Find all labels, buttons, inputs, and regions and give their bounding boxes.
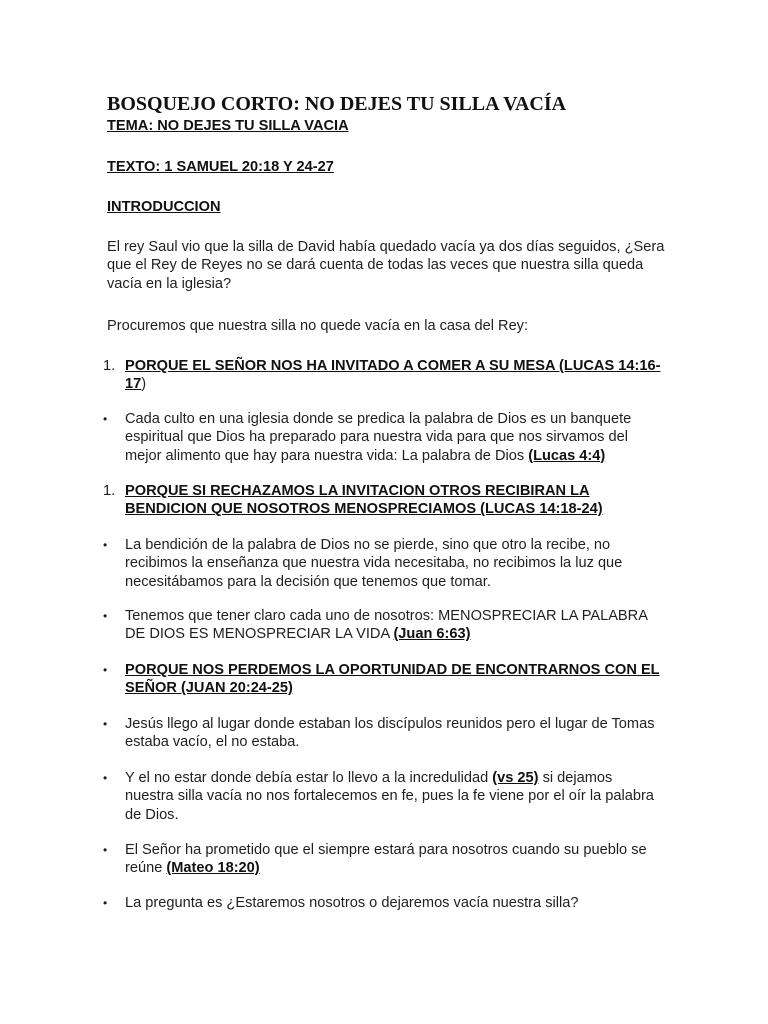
list-item xyxy=(103,482,663,519)
bullet-icon: • xyxy=(103,771,108,785)
intro-paragraph: El rey Saul vio que la silla de David había quedado vacía ya dos días seguidos, ¿Sera que el Rey de Reyes no se dará cuenta de todas las veces que nuestra silla queda vacía en la iglesia? xyxy=(107,239,665,292)
point-heading: PORQUE NOS PERDEMOS LA OPORTUNIDAD DE ENCONTRARNOS CON EL SEÑOR (JUAN 20:24-25) xyxy=(125,662,660,697)
procuremos-paragraph: Procuremos que nuestra silla no quede vacía en la casa del Rey: xyxy=(107,318,529,334)
list-item xyxy=(103,894,663,912)
list-number: 1. xyxy=(103,483,116,499)
bullet-text: La bendición de la palabra de Dios no se pierde, sino que otro la recibe, no recibimos la enseñanza que nuestra vida necesitaba, no recibimos la luz que necesitábamos para la decisión que tenemos que tomar. xyxy=(125,537,623,590)
list-item xyxy=(103,607,663,644)
scripture-reference: (vs 25) xyxy=(492,770,539,786)
list-item xyxy=(103,536,663,591)
bullet-text: Tenemos que tener claro cada uno de nosotros: MENOSPRECIAR LA PALABRA DE DIOS ES MENOSPRECIAR LA VIDA xyxy=(125,608,648,643)
list-item xyxy=(103,661,663,698)
list-item xyxy=(103,357,663,394)
bullet-icon: • xyxy=(103,538,108,552)
bullet-text: Cada culto en una iglesia donde se predica la palabra de Dios es un banquete espiritual que Dios ha preparado para nuestra vida para que nos sirvamos del mejor alimento que hay para nuestra vida: La palabra de Dios xyxy=(125,411,632,464)
document-title: BOSQUEJO CORTO: NO DEJES TU SILLA VACÍA xyxy=(107,93,567,115)
bullet-text: La pregunta es ¿Estaremos nosotros o dejaremos vacía nuestra silla? xyxy=(125,895,579,911)
scripture-reference: (Mateo 18:20) xyxy=(166,860,260,877)
bullet-text-continued: si dejamos nuestra silla vacía no nos fortalecemos en fe, pues la fe viene por el oír la palabra de Dios. xyxy=(125,770,654,823)
scripture-reference: (Lucas 4:4) xyxy=(528,447,606,464)
bullet-icon: • xyxy=(103,717,108,731)
bullet-icon: • xyxy=(103,609,108,623)
bullet-icon: • xyxy=(103,663,108,677)
point-heading: PORQUE EL SEÑOR NOS HA INVITADO A COMER A SU MESA (LUCAS 14:16-17 xyxy=(125,358,661,393)
tema-heading: TEMA: NO DEJES TU SILLA VACIA xyxy=(107,118,349,134)
list-item xyxy=(103,769,663,824)
bullet-text: Jesús llego al lugar donde estaban los discípulos reunidos pero el lugar de Tomas estaba vacío, el no estaba. xyxy=(125,716,655,751)
point-heading: PORQUE SI RECHAZAMOS LA INVITACION OTROS RECIBIRAN LA BENDICION QUE NOSOTROS MENOSPRECIAMOS (LUCAS 14:18-24) xyxy=(125,483,603,518)
point-heading-tail: ) xyxy=(141,376,147,393)
bullet-icon: • xyxy=(103,843,108,857)
list-item xyxy=(103,715,663,752)
bullet-text: Y el no estar donde debía estar lo llevo a la incredulidad xyxy=(125,770,493,786)
bullet-text: El Señor ha prometido que el siempre estará para nosotros cuando su pueblo se reúne xyxy=(125,842,647,877)
scripture-reference: (Juan 6:63) xyxy=(393,626,471,643)
list-item xyxy=(103,410,663,465)
bullet-icon: • xyxy=(103,896,108,910)
list-item xyxy=(103,841,663,878)
introduccion-heading: INTRODUCCION xyxy=(107,199,221,215)
texto-heading: TEXTO: 1 SAMUEL 20:18 Y 24-27 xyxy=(107,159,334,175)
bullet-icon: • xyxy=(103,412,108,426)
list-number: 1. xyxy=(103,358,116,374)
